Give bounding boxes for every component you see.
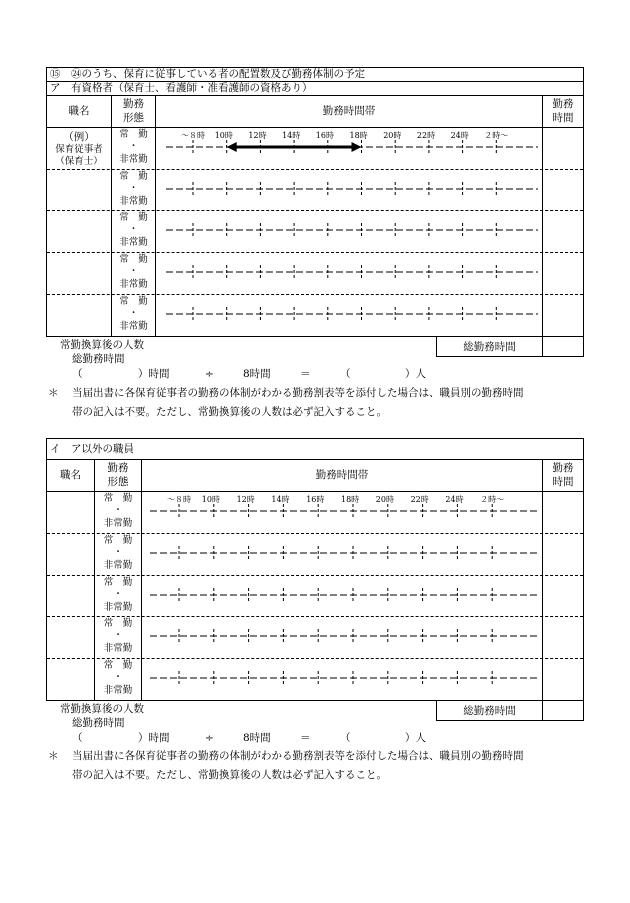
- time-label: 24時: [450, 131, 469, 140]
- time-label: 14時: [282, 131, 301, 140]
- form-dot: ・: [113, 672, 123, 683]
- col-form-2: 形態: [107, 476, 129, 488]
- form-dot: ・: [128, 183, 139, 194]
- note-mark: ＊: [48, 387, 59, 399]
- note-mark: ＊: [48, 750, 59, 762]
- col-hours-2: 時間: [552, 112, 574, 124]
- formula-person: ）人: [405, 368, 426, 380]
- col-form-1: 勤務: [107, 462, 129, 474]
- form-full: 常 勤: [119, 171, 148, 182]
- form-dot: ・: [113, 589, 123, 600]
- time-label: ～８時: [167, 495, 191, 504]
- time-label: 16時: [306, 495, 325, 504]
- form-part: 非常勤: [103, 560, 133, 571]
- time-label: 10時: [214, 131, 233, 140]
- formula-paren: （: [340, 368, 351, 380]
- form-full: 常 勤: [103, 577, 133, 588]
- formula-eq: ＝: [300, 732, 311, 744]
- form-part: 非常勤: [119, 196, 148, 207]
- fte-label: 常勤換算後の人数: [60, 703, 144, 715]
- formula-hours: ）時間: [138, 368, 170, 380]
- form-full: 常 勤: [119, 129, 148, 140]
- col-time: 勤務時間帯: [315, 469, 369, 481]
- time-label: 12時: [248, 131, 267, 140]
- time-label: 22時: [416, 131, 436, 140]
- formula-open: （: [72, 732, 83, 744]
- form-full: 常 勤: [119, 254, 148, 265]
- form-full: 常 勤: [103, 535, 133, 546]
- total-hours-label: 総勤務時間: [463, 341, 516, 353]
- form-dot: ・: [113, 630, 123, 641]
- time-label: ～８時: [181, 131, 205, 140]
- time-label: ２時～: [484, 131, 509, 140]
- time-label: 22時: [410, 495, 429, 504]
- form-full: 常 勤: [119, 212, 148, 223]
- form-full: 常 勤: [103, 493, 133, 504]
- form-part: 非常勤: [119, 321, 148, 332]
- time-label: 10時: [201, 495, 220, 504]
- time-label: 16時: [315, 131, 334, 140]
- col-hours-2: 時間: [552, 476, 574, 488]
- col-hours-1: 勤務: [552, 98, 574, 110]
- form-full: 常 勤: [103, 618, 133, 629]
- formula-person: ）人: [405, 732, 426, 744]
- form-full: 常 勤: [119, 296, 148, 307]
- total-hours-sub: 総勤務時間: [72, 717, 125, 729]
- total-hours-sub: 総勤務時間: [72, 353, 125, 365]
- formula-hours: ）時間: [138, 732, 170, 744]
- form-part: 非常勤: [103, 643, 133, 654]
- form-part: 非常勤: [103, 518, 133, 529]
- form-dot: ・: [128, 224, 139, 235]
- time-label: 12時: [236, 495, 255, 504]
- form-dot: ・: [113, 505, 123, 516]
- form-part: 非常勤: [119, 237, 148, 248]
- note-line1: 当届出書に各保育従事者の勤務の体制がわかる勤務割表等を添付した場合は、職員別の勤務時間: [72, 387, 524, 399]
- form-part: 非常勤: [119, 279, 148, 290]
- note-line2: 帯の記入は不要。ただし、常勤換算後の人数は必ず記入すること。: [72, 769, 387, 781]
- example-line1: 保育従事者: [55, 144, 103, 155]
- formula-open: （: [72, 368, 83, 380]
- formula-div: ÷: [205, 732, 214, 744]
- col-name: 職名: [68, 105, 90, 117]
- col-form-2: 形態: [123, 112, 144, 124]
- form-dot: ・: [128, 141, 139, 152]
- note-line1: 当届出書に各保育従事者の勤務の体制がわかる勤務割表等を添付した場合は、職員別の勤務時間: [72, 750, 524, 762]
- formula-eight: 8時間: [243, 368, 271, 380]
- fte-label: 常勤換算後の人数: [60, 339, 144, 351]
- note-line2: 帯の記入は不要。ただし、常勤換算後の人数は必ず記入すること。: [72, 406, 387, 418]
- col-time: 勤務時間帯: [322, 105, 376, 117]
- formula-div: ÷: [205, 368, 214, 380]
- form-full: 常 勤: [103, 660, 133, 671]
- total-hours-label: 総勤務時間: [463, 705, 516, 717]
- time-label: 14時: [271, 495, 290, 504]
- col-form-1: 勤務: [123, 98, 144, 110]
- formula-eight: 8時間: [243, 732, 271, 744]
- time-label: ２時～: [480, 495, 505, 504]
- time-label: 20時: [383, 131, 402, 140]
- form-dot: ・: [128, 266, 139, 277]
- form-dot: ・: [113, 547, 123, 558]
- example-title: （例）: [63, 131, 95, 143]
- col-hours-1: 勤務: [552, 462, 574, 474]
- section-b-header: イ ア以外の職員: [50, 443, 134, 455]
- form-dot: ・: [128, 308, 139, 319]
- formula-eq: ＝: [300, 368, 311, 380]
- section-a-subheader: ア 有資格者（保育士、看護師・准看護師の資格あり）: [50, 82, 313, 94]
- form-part: 非常勤: [103, 602, 133, 613]
- example-line2: （保育士）: [55, 156, 103, 167]
- section-a-header: ⑮ ㉔のうち、保育に従事している者の配置数及び勤務体制の予定: [50, 68, 365, 80]
- time-label: 18時: [349, 131, 368, 140]
- time-label: 18時: [341, 495, 360, 504]
- form-part: 非常勤: [119, 154, 148, 165]
- time-label: 24時: [445, 495, 464, 504]
- form-part: 非常勤: [103, 685, 133, 696]
- col-name: 職名: [60, 469, 81, 481]
- time-label: 20時: [375, 495, 394, 504]
- formula-paren: （: [340, 732, 351, 744]
